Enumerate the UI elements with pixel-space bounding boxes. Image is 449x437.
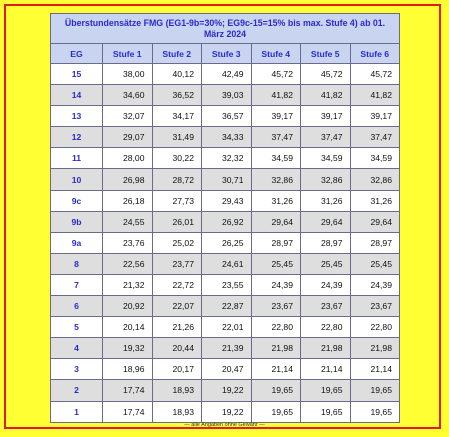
eg-cell: 15	[51, 64, 103, 85]
rate-cell-stufe-3: 20,47	[202, 359, 252, 380]
rate-cell-stufe-6: 37,47	[350, 127, 400, 148]
rate-cell-stufe-2: 18,93	[152, 380, 202, 401]
rate-cell-stufe-3: 29,43	[202, 190, 252, 211]
rate-cell-stufe-3: 26,92	[202, 211, 252, 232]
rate-cell-stufe-1: 22,56	[103, 253, 153, 274]
rate-cell-stufe-5: 41,82	[301, 85, 351, 106]
rate-cell-stufe-6: 31,26	[350, 190, 400, 211]
rate-cell-stufe-4: 23,67	[251, 296, 301, 317]
rate-cell-stufe-1: 20,14	[103, 317, 153, 338]
eg-cell: 5	[51, 317, 103, 338]
table-row	[51, 359, 400, 380]
rate-cell-stufe-5: 37,47	[301, 127, 351, 148]
rate-cell-stufe-3: 19,22	[202, 380, 252, 401]
table-row	[51, 64, 400, 85]
table-row	[51, 274, 400, 295]
table-row	[51, 380, 400, 401]
rate-cell-stufe-6: 25,45	[350, 253, 400, 274]
rate-cell-stufe-6: 24,39	[350, 274, 400, 295]
rate-cell-stufe-1: 38,00	[103, 64, 153, 85]
rate-cell-stufe-4: 31,26	[251, 190, 301, 211]
rate-cell-stufe-2: 20,17	[152, 359, 202, 380]
table-header-row	[51, 44, 400, 64]
rate-cell-stufe-2: 31,49	[152, 127, 202, 148]
eg-cell: 12	[51, 127, 103, 148]
rate-cell-stufe-1: 20,92	[103, 296, 153, 317]
rate-cell-stufe-2: 40,12	[152, 64, 202, 85]
rate-cell-stufe-4: 45,72	[251, 64, 301, 85]
rate-cell-stufe-4: 21,98	[251, 338, 301, 359]
rate-cell-stufe-6: 41,82	[350, 85, 400, 106]
rate-cell-stufe-3: 19,22	[202, 401, 252, 422]
column-header-stufe-5: Stufe 5	[301, 44, 351, 64]
rate-cell-stufe-3: 23,55	[202, 274, 252, 295]
eg-cell: 11	[51, 148, 103, 169]
rate-cell-stufe-2: 20,44	[152, 338, 202, 359]
table-row	[51, 85, 400, 106]
rate-cell-stufe-1: 24,55	[103, 211, 153, 232]
rate-cell-stufe-2: 30,22	[152, 148, 202, 169]
rate-cell-stufe-4: 19,65	[251, 401, 301, 422]
rate-cell-stufe-5: 24,39	[301, 274, 351, 295]
rate-cell-stufe-6: 29,64	[350, 211, 400, 232]
rate-cell-stufe-2: 18,93	[152, 401, 202, 422]
table-body	[51, 64, 400, 423]
rate-cell-stufe-6: 39,17	[350, 106, 400, 127]
rate-cell-stufe-5: 19,65	[301, 401, 351, 422]
rate-cell-stufe-3: 36,57	[202, 106, 252, 127]
rate-cell-stufe-6: 45,72	[350, 64, 400, 85]
table-row	[51, 338, 400, 359]
rate-cell-stufe-5: 22,80	[301, 317, 351, 338]
disclaimer-footer: — alle Angaben ohne Gewähr —	[184, 422, 265, 428]
rate-cell-stufe-5: 31,26	[301, 190, 351, 211]
table-row	[51, 401, 400, 422]
rate-cell-stufe-6: 19,65	[350, 380, 400, 401]
rate-cell-stufe-4: 25,45	[251, 253, 301, 274]
rate-cell-stufe-3: 22,87	[202, 296, 252, 317]
eg-cell: 3	[51, 359, 103, 380]
rate-cell-stufe-1: 28,00	[103, 148, 153, 169]
table-row	[51, 106, 400, 127]
rate-cell-stufe-2: 25,02	[152, 232, 202, 253]
rate-cell-stufe-5: 29,64	[301, 211, 351, 232]
rate-cell-stufe-2: 21,26	[152, 317, 202, 338]
eg-cell: 4	[51, 338, 103, 359]
column-header-stufe-4: Stufe 4	[251, 44, 301, 64]
rate-cell-stufe-6: 28,97	[350, 232, 400, 253]
rate-cell-stufe-5: 23,67	[301, 296, 351, 317]
rate-cell-stufe-5: 25,45	[301, 253, 351, 274]
rate-cell-stufe-6: 32,86	[350, 169, 400, 190]
rate-cell-stufe-3: 34,33	[202, 127, 252, 148]
rate-cell-stufe-4: 34,59	[251, 148, 301, 169]
rate-cell-stufe-4: 39,17	[251, 106, 301, 127]
table-row	[51, 169, 400, 190]
table-row	[51, 253, 400, 274]
rate-cell-stufe-6: 23,67	[350, 296, 400, 317]
column-header-stufe-1: Stufe 1	[103, 44, 153, 64]
table-row	[51, 127, 400, 148]
rate-cell-stufe-1: 19,32	[103, 338, 153, 359]
rate-cell-stufe-1: 26,18	[103, 190, 153, 211]
table-row	[51, 317, 400, 338]
eg-cell: 2	[51, 380, 103, 401]
rate-cell-stufe-6: 19,65	[350, 401, 400, 422]
rate-cell-stufe-4: 19,65	[251, 380, 301, 401]
column-header-eg: EG	[51, 44, 103, 64]
rate-cell-stufe-5: 34,59	[301, 148, 351, 169]
rate-cell-stufe-4: 32,86	[251, 169, 301, 190]
rate-cell-stufe-1: 21,32	[103, 274, 153, 295]
rate-cell-stufe-4: 37,47	[251, 127, 301, 148]
eg-cell: 14	[51, 85, 103, 106]
rate-cell-stufe-1: 17,74	[103, 401, 153, 422]
eg-cell: 8	[51, 253, 103, 274]
rate-cell-stufe-6: 22,80	[350, 317, 400, 338]
column-header-stufe-6: Stufe 6	[350, 44, 400, 64]
rate-cell-stufe-1: 26,98	[103, 169, 153, 190]
rate-cell-stufe-4: 29,64	[251, 211, 301, 232]
rate-cell-stufe-5: 39,17	[301, 106, 351, 127]
rate-cell-stufe-2: 27,73	[152, 190, 202, 211]
rate-cell-stufe-3: 42,49	[202, 64, 252, 85]
eg-cell: 1	[51, 401, 103, 422]
eg-cell: 7	[51, 274, 103, 295]
rate-cell-stufe-2: 34,17	[152, 106, 202, 127]
eg-cell: 13	[51, 106, 103, 127]
eg-cell: 9c	[51, 190, 103, 211]
rate-cell-stufe-1: 17,74	[103, 380, 153, 401]
rate-cell-stufe-5: 45,72	[301, 64, 351, 85]
rate-cell-stufe-5: 28,97	[301, 232, 351, 253]
rate-cell-stufe-6: 21,14	[350, 359, 400, 380]
rate-cell-stufe-3: 22,01	[202, 317, 252, 338]
rate-cell-stufe-5: 21,98	[301, 338, 351, 359]
column-header-stufe-2: Stufe 2	[152, 44, 202, 64]
rates-table-container	[50, 13, 400, 423]
rate-cell-stufe-3: 21,39	[202, 338, 252, 359]
eg-cell: 10	[51, 169, 103, 190]
rate-cell-stufe-3: 32,32	[202, 148, 252, 169]
rate-cell-stufe-3: 30,71	[202, 169, 252, 190]
rate-cell-stufe-6: 34,59	[350, 148, 400, 169]
table-row	[51, 148, 400, 169]
table-row	[51, 232, 400, 253]
rate-cell-stufe-4: 21,14	[251, 359, 301, 380]
rate-cell-stufe-4: 41,82	[251, 85, 301, 106]
rate-cell-stufe-4: 22,80	[251, 317, 301, 338]
rate-cell-stufe-1: 32,07	[103, 106, 153, 127]
rate-cell-stufe-5: 21,14	[301, 359, 351, 380]
overtime-rates-table	[50, 13, 400, 423]
table-row	[51, 190, 400, 211]
rate-cell-stufe-4: 24,39	[251, 274, 301, 295]
rate-cell-stufe-2: 28,72	[152, 169, 202, 190]
rate-cell-stufe-1: 34,60	[103, 85, 153, 106]
rate-cell-stufe-1: 23,76	[103, 232, 153, 253]
rate-cell-stufe-3: 26,25	[202, 232, 252, 253]
eg-cell: 9a	[51, 232, 103, 253]
rate-cell-stufe-3: 24,61	[202, 253, 252, 274]
table-row	[51, 296, 400, 317]
eg-cell: 6	[51, 296, 103, 317]
rate-cell-stufe-1: 18,96	[103, 359, 153, 380]
rate-cell-stufe-3: 39,03	[202, 85, 252, 106]
column-header-stufe-3: Stufe 3	[202, 44, 252, 64]
table-title: Überstundensätze FMG (EG1-9b=30%; EG9c-15=15% bis max. Stufe 4) ab 01. März 2024	[51, 14, 400, 44]
rate-cell-stufe-5: 19,65	[301, 380, 351, 401]
rate-cell-stufe-2: 22,07	[152, 296, 202, 317]
rate-cell-stufe-4: 28,97	[251, 232, 301, 253]
rate-cell-stufe-2: 23,77	[152, 253, 202, 274]
rate-cell-stufe-2: 22,72	[152, 274, 202, 295]
rate-cell-stufe-2: 36,52	[152, 85, 202, 106]
eg-cell: 9b	[51, 211, 103, 232]
rate-cell-stufe-6: 21,98	[350, 338, 400, 359]
table-row	[51, 211, 400, 232]
rate-cell-stufe-1: 29,07	[103, 127, 153, 148]
rate-cell-stufe-5: 32,86	[301, 169, 351, 190]
rate-cell-stufe-2: 26,01	[152, 211, 202, 232]
